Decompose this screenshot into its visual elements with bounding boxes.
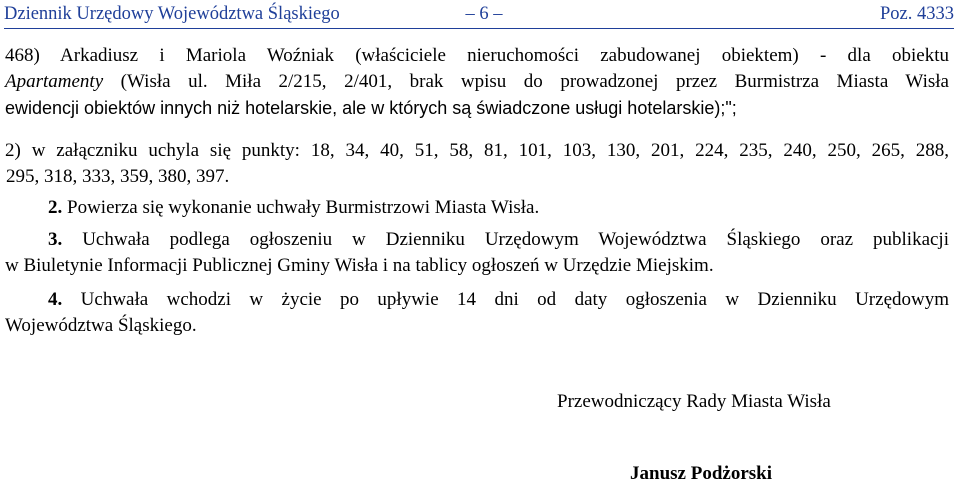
section-3-line-2: w Biuletynie Informacji Publicznej Gminy Wisła i na tablicy ogłoszeń w Urzędzie Miejskim. xyxy=(5,255,714,276)
section-3-number: 3. xyxy=(48,229,63,250)
journal-title: Dziennik Urzędowy Województwa Śląskiego xyxy=(4,4,340,24)
position-number: Poz. 4333 xyxy=(880,4,954,24)
object-name: Apartamenty xyxy=(5,71,104,92)
item-468-line-2 xyxy=(5,69,949,95)
section-4-line-2: Województwa Śląskiego. xyxy=(5,315,197,336)
section-2-text: Powierza się wykonanie uchwały Burmistrzowi Miasta Wisła. xyxy=(62,197,540,218)
page-number: – 6 – xyxy=(465,4,503,24)
item-468-line-2-rest: (Wisła ul. Miła 2/215, 2/401, brak wpisu do prowadzonej przez Burmistrza Miasta Wisła xyxy=(103,71,949,92)
point-2-line-1: 2) w załączniku uchyla się punkty: 18, 34, 40, 51, 58, 81, 101, 103, 130, 201, 224, 235, 240, 250, 265, 288, xyxy=(5,140,949,161)
item-468-line-1: 468) Arkadiusz i Mariola Woźniak (właściciele nieruchomości zabudowanej obiektem) - dla obiektu xyxy=(5,45,949,66)
page-header xyxy=(4,1,954,27)
section-3 xyxy=(5,227,949,279)
signatory-role: Przewodniczący Rady Miasta Wisła xyxy=(557,391,831,412)
section-4-line-1: Uchwała wchodzi w życie po upływie 14 dni od daty ogłoszenia w Dzienniku Urzędowym xyxy=(62,289,949,310)
section-4 xyxy=(5,287,949,339)
section-4-number: 4. xyxy=(48,289,63,310)
section-2 xyxy=(5,195,949,221)
point-2-line-2: 295, 318, 333, 359, 380, 397. xyxy=(6,166,230,187)
item-468-line-3: ewidencji obiektów innych niż hotelarskie, ale w których są świadczone usługi hotelarskie);"; xyxy=(5,98,737,118)
signatory-name: Janusz Podżorski xyxy=(630,463,772,484)
section-3-line-1: Uchwała podlega ogłoszeniu w Dzienniku Urzędowym Województwa Śląskiego oraz publikacji xyxy=(62,229,949,250)
header-divider xyxy=(4,28,954,29)
item-468-block xyxy=(5,43,949,121)
section-2-number: 2. xyxy=(48,197,63,218)
point-2-block xyxy=(5,138,949,190)
